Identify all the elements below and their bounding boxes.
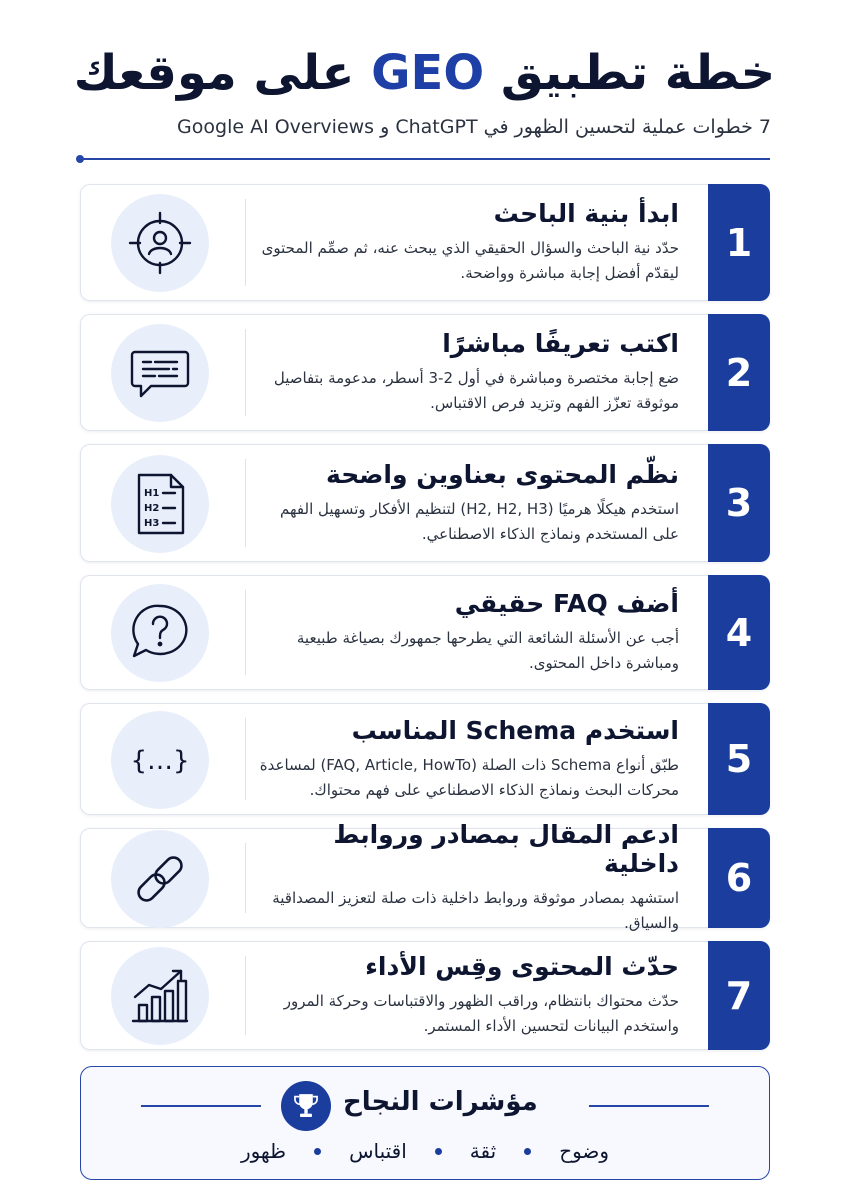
step-card-3 <box>80 444 770 562</box>
step-description: استخدم هيكلًا هرميًا (H2, H2, H3) لتنظيم الأفكار وتسهيل الفهم على المستخدم ونماذج الذكاء الاصطناعي. <box>280 499 679 543</box>
step-number: 3 <box>708 444 770 562</box>
step-title: أضف FAQ حقيقي <box>454 589 679 618</box>
divider-dot <box>76 155 84 163</box>
step-number: 2 <box>708 314 770 431</box>
icon-label-braces: {…} <box>130 746 190 776</box>
page-title <box>0 38 849 108</box>
step-description: طبّق أنواع Schema ذات الصلة (FAQ, Article, HowTo) لمساعدة محركات البحث ونماذج الذكاء الاصطناعي على فهم محتواك. <box>259 755 679 799</box>
step-card-4 <box>80 575 770 690</box>
indicator-list <box>81 1139 769 1163</box>
step-title: نظّم المحتوى بعناوين واضحة <box>326 459 679 489</box>
bullet-separator <box>314 1148 321 1155</box>
title-part: خطة تطبيق <box>500 45 776 101</box>
card-divider <box>245 590 246 675</box>
step-description: حدّث محتواك بانتظام، وراقب الظهور والاقتباسات وحركة المرور واستخدم البيانات لتحسين الأداء المستمر. <box>283 992 679 1035</box>
chain-link-icon <box>111 830 209 928</box>
speech-bubble-icon <box>111 324 209 422</box>
bullet-separator <box>435 1148 442 1155</box>
footer-rule-left <box>141 1105 261 1107</box>
footer-rule-right <box>589 1105 709 1107</box>
title-part: على موقعك <box>73 45 355 101</box>
step-number: 7 <box>708 941 770 1050</box>
question-bubble-icon <box>111 584 209 682</box>
step-description: حدّد نية الباحث والسؤال الحقيقي الذي يبحث عنه، ثم صمِّم المحتوى ليقدّم أفضل إجابة مباشرة وواضحة. <box>261 239 679 282</box>
card-divider <box>245 956 246 1035</box>
icon-label-h3: H3 <box>144 518 160 529</box>
bullet-separator <box>524 1148 531 1155</box>
indicator-item: اقتباس <box>349 1139 407 1163</box>
step-description: استشهد بمصادر موثوقة وروابط داخلية ذات صلة لتعزيز المصداقية والسياق. <box>272 889 679 932</box>
card-divider <box>245 199 246 286</box>
step-card-7 <box>80 941 770 1050</box>
title-accent: GEO <box>371 45 485 101</box>
header-divider <box>80 158 770 160</box>
step-number: 5 <box>708 703 770 815</box>
code-braces-icon <box>111 711 209 809</box>
step-title: ادعم المقال بمصادر وروابط داخلية <box>333 820 679 878</box>
page-subtitle: 7 خطوات عملية لتحسين الظهور في ChatGPT و Google AI Overviews <box>177 116 771 138</box>
step-card-1 <box>80 184 770 301</box>
indicator-item: ثقة <box>469 1139 497 1163</box>
icon-label-h2: H2 <box>144 503 160 514</box>
growth-chart-icon <box>111 947 209 1045</box>
indicator-item: وضوح <box>559 1139 610 1163</box>
card-divider <box>245 718 246 800</box>
trophy-icon <box>281 1081 331 1131</box>
headings-document-icon <box>111 455 209 553</box>
card-divider <box>245 843 246 913</box>
card-divider <box>245 459 246 547</box>
step-description: أجب عن الأسئلة الشائعة التي يطرحها جمهورك بصياغة طبيعية ومباشرة داخل المحتوى. <box>296 629 679 672</box>
footer-title: مؤشرات النجاح <box>343 1087 538 1117</box>
step-title: استخدم Schema المناسب <box>351 715 679 745</box>
card-divider <box>245 329 246 416</box>
step-number: 1 <box>708 184 770 301</box>
step-card-2 <box>80 314 770 431</box>
step-number: 6 <box>708 828 770 928</box>
step-description: ضع إجابة مختصرة ومباشرة في أول 2-3 أسطر، مدعومة بتفاصيل موثوقة تعزّز الفهم وتزيد فرص الاقتباس. <box>273 369 679 412</box>
step-title: ابدأ بنية الباحث <box>493 199 679 228</box>
success-indicators-panel <box>80 1066 770 1180</box>
step-card-6 <box>80 820 770 932</box>
target-person-icon <box>111 194 209 292</box>
indicator-item: ظهور <box>240 1139 287 1163</box>
step-title: حدّث المحتوى وقِس الأداء <box>365 952 679 981</box>
icon-label-h1: H1 <box>144 488 160 499</box>
step-number: 4 <box>708 575 770 690</box>
step-card-5 <box>80 703 770 815</box>
step-title: اكتب تعريفًا مباشرًا <box>442 329 679 358</box>
